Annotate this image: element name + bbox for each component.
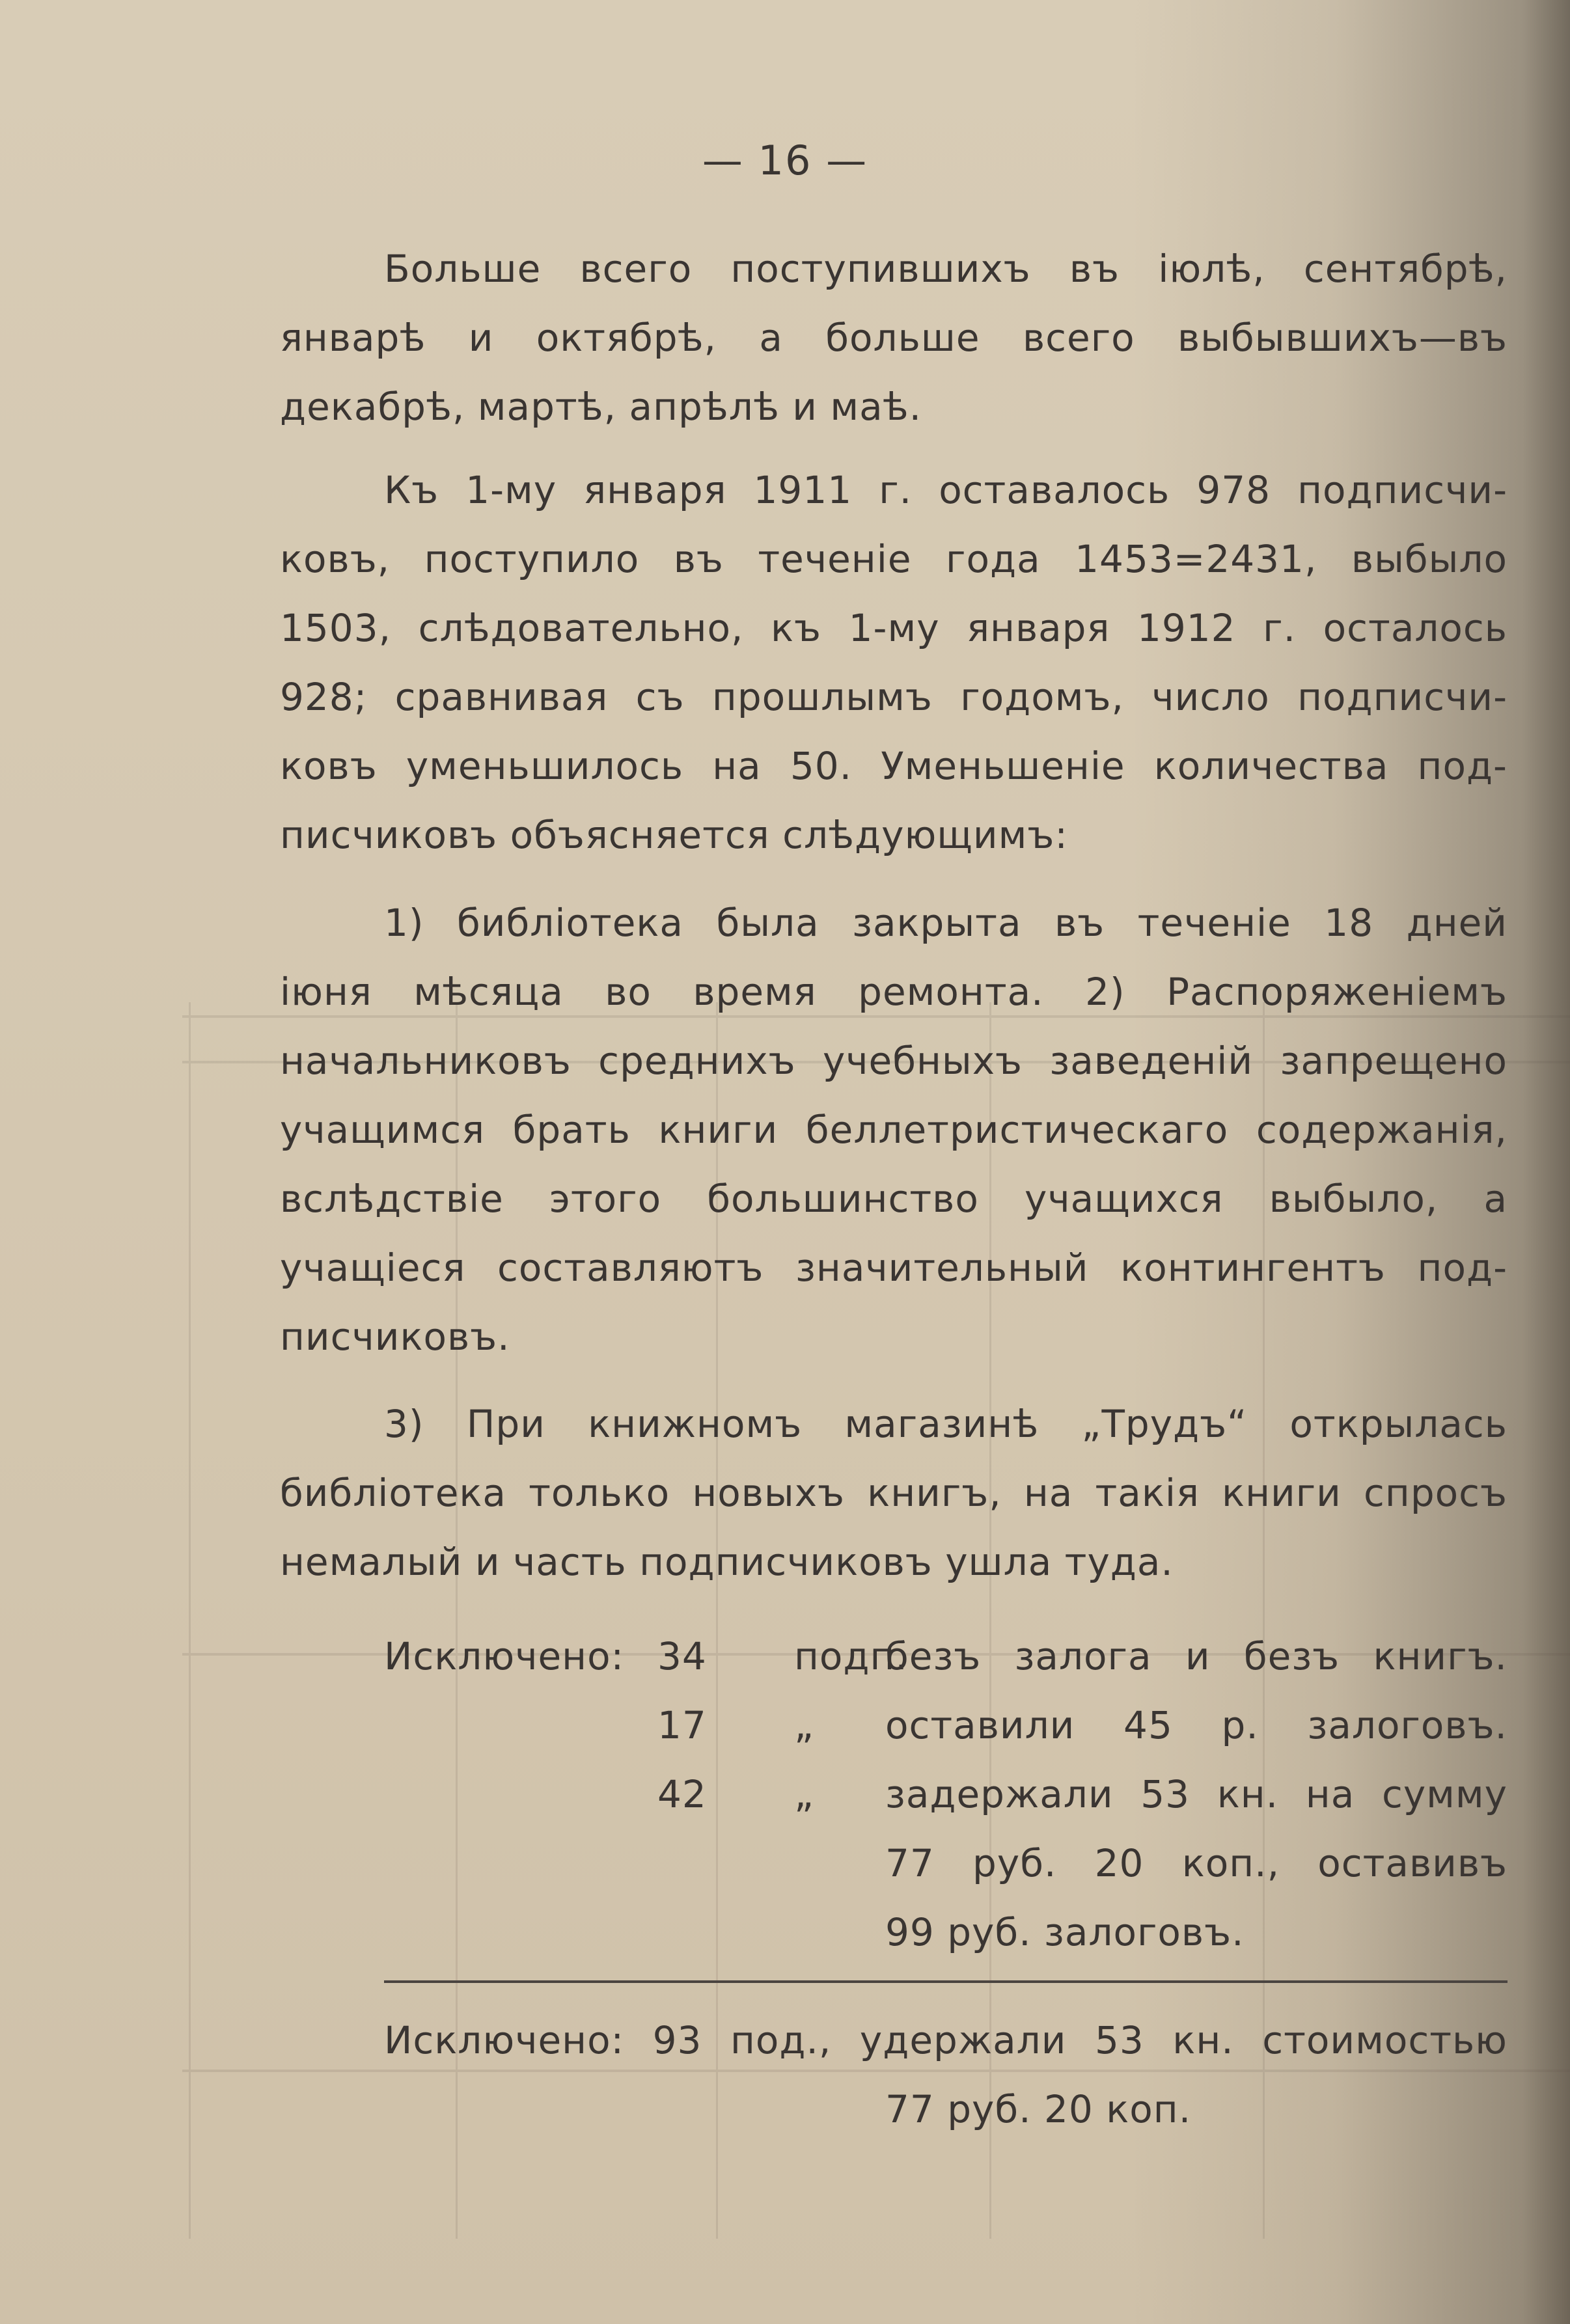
text-line: ковъ, поступило въ теченіе года 1453=2431, выбыло bbox=[280, 537, 1508, 581]
total-row bbox=[384, 2006, 1508, 2075]
text-line: учащіеся составляютъ значительный контингентъ под- bbox=[280, 1246, 1508, 1290]
exclusion-count: 17 bbox=[657, 1703, 707, 1747]
paragraph-3 bbox=[280, 888, 1508, 1371]
text-line: учащимся брать книги беллетристическаго содержанія, bbox=[280, 1108, 1508, 1152]
text-line: іюня мѣсяца во время ремонта. 2) Распоряженіемъ bbox=[280, 970, 1508, 1014]
text-line: библіотека только новыхъ книгъ, на такія книги спросъ bbox=[280, 1471, 1508, 1515]
exclusion-unit: „ bbox=[794, 1703, 815, 1747]
text-line: 3) При книжномъ магазинѣ „Трудъ“ открылась bbox=[384, 1402, 1508, 1446]
text-line: 1) библіотека была закрыта въ теченіе 18 дней bbox=[384, 901, 1508, 945]
page-number: — 16 — bbox=[702, 137, 868, 184]
exclusion-text: задержали 53 кн. на сумму bbox=[885, 1772, 1508, 1816]
exclusions-table bbox=[384, 1622, 1508, 1967]
exclusion-text: оставили 45 р. залоговъ. bbox=[885, 1703, 1508, 1747]
exclusion-count: 34 bbox=[657, 1634, 707, 1678]
text-line: 1503, слѣдовательно, къ 1-му января 1912 г. осталось bbox=[280, 606, 1508, 650]
paragraph-2 bbox=[280, 456, 1508, 869]
exclusion-row bbox=[384, 1691, 1508, 1760]
total-row bbox=[384, 2075, 1508, 2144]
total-text: Исключено: 93 под., удержали 53 кн. стоимостью bbox=[384, 2018, 1508, 2062]
exclusion-text: 77 руб. 20 коп., оставивъ bbox=[885, 1841, 1508, 1885]
paragraph-4 bbox=[280, 1389, 1508, 1596]
text-line: Больше всего поступившихъ въ іюлѣ, сентябрѣ, bbox=[384, 247, 1508, 291]
exclusion-count: 42 bbox=[657, 1772, 707, 1816]
exclusion-unit: „ bbox=[794, 1772, 815, 1816]
text-line: 928; сравнивая съ прошлымъ годомъ, число подписчи- bbox=[280, 675, 1508, 719]
exclusions-total bbox=[384, 2006, 1508, 2144]
exclusion-row bbox=[384, 1829, 1508, 1898]
exclusion-text: безъ залога и безъ книгъ. bbox=[885, 1634, 1508, 1678]
divider-rule bbox=[384, 1980, 1508, 1983]
text-line: Къ 1-му января 1911 г. оставалось 978 подписчи- bbox=[384, 468, 1508, 512]
exclusion-text: 99 руб. залоговъ. bbox=[885, 1910, 1245, 1954]
exclusion-unit: подп. bbox=[794, 1634, 908, 1678]
text-line: декабрѣ, мартѣ, апрѣлѣ и маѣ. bbox=[280, 385, 922, 429]
text-line: ковъ уменьшилось на 50. Уменьшеніе количества под- bbox=[280, 744, 1508, 788]
exclusion-row bbox=[384, 1760, 1508, 1829]
paragraph-1 bbox=[280, 234, 1508, 441]
text-line: писчиковъ. bbox=[280, 1315, 510, 1359]
exclusion-row bbox=[384, 1622, 1508, 1691]
exclusion-row bbox=[384, 1898, 1508, 1967]
text-line: начальниковъ среднихъ учебныхъ заведеній запрещено bbox=[280, 1039, 1508, 1083]
exclusion-label: Исключено: bbox=[384, 1634, 625, 1678]
total-text: 77 руб. 20 коп. bbox=[885, 2087, 1192, 2131]
text-line: январѣ и октябрѣ, а больше всего выбывшихъ—въ bbox=[280, 316, 1508, 360]
text-line: вслѣдствіе этого большинство учащихся выбыло, а bbox=[280, 1177, 1508, 1221]
text-line: немалый и часть подписчиковъ ушла туда. bbox=[280, 1540, 1174, 1584]
text-line: писчиковъ объясняется слѣдующимъ: bbox=[280, 813, 1068, 857]
